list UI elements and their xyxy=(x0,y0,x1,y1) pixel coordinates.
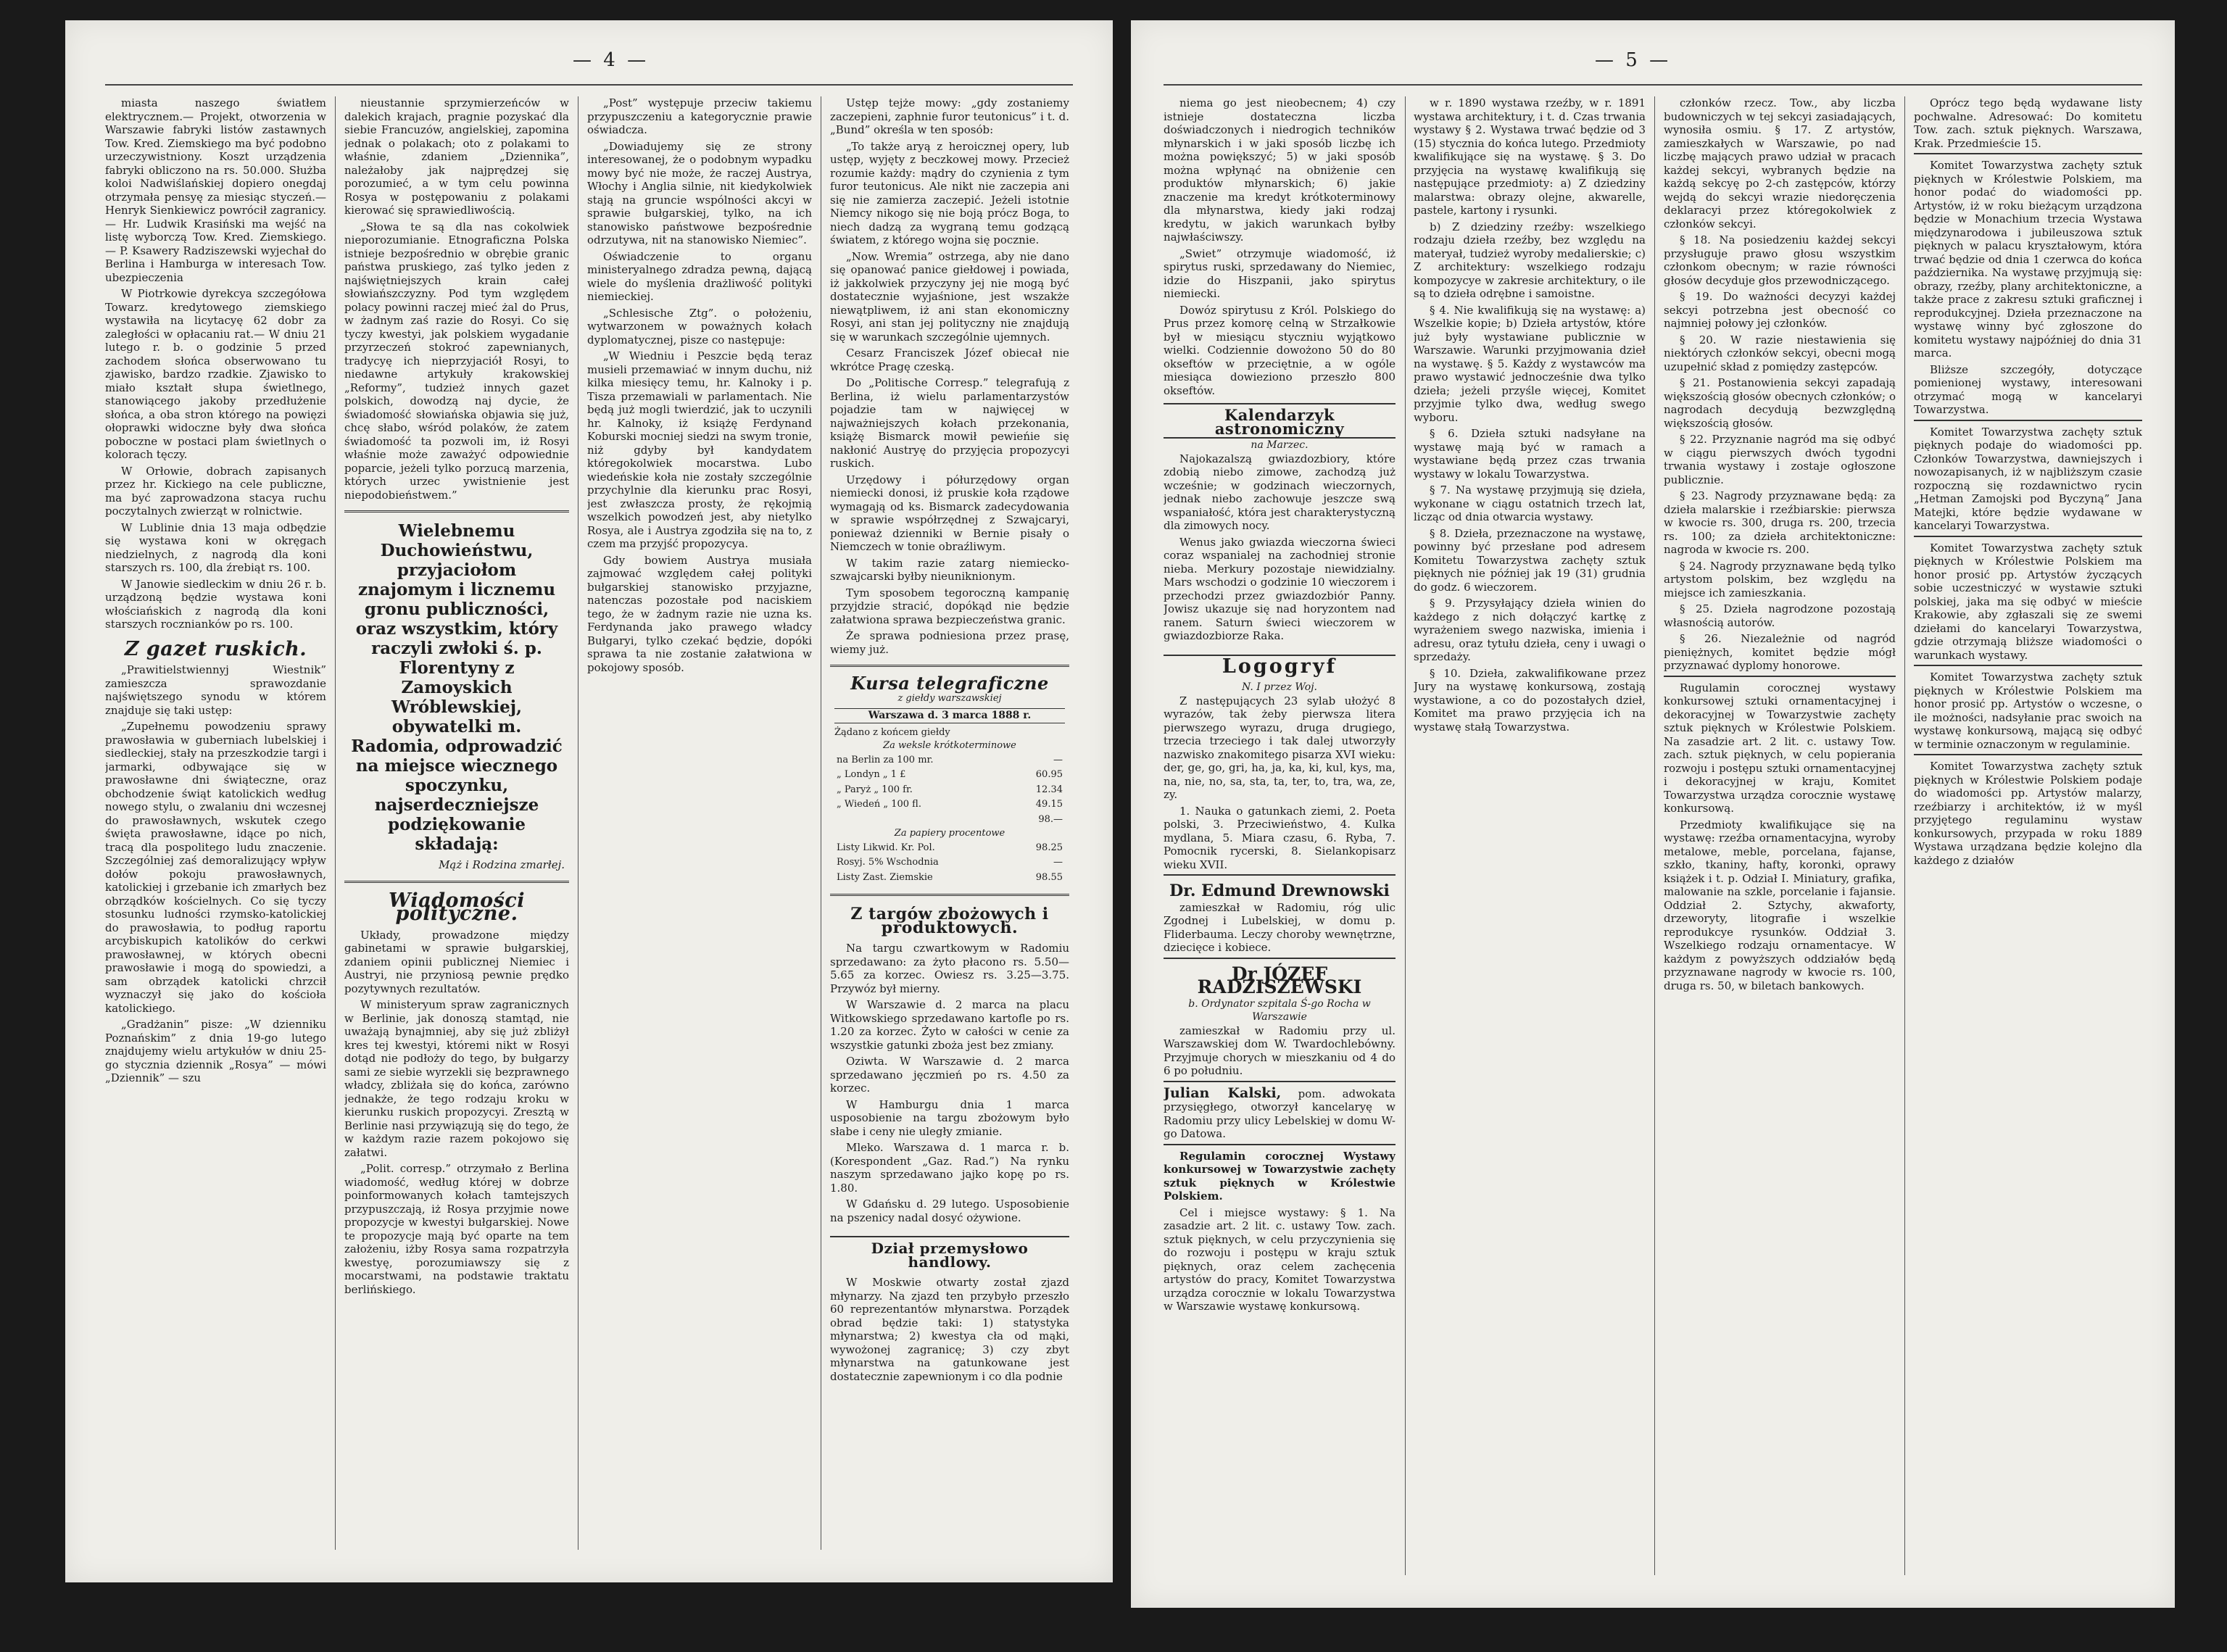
rate-label: „ Londyn „ 1 £ xyxy=(837,769,906,780)
table-row xyxy=(834,797,1065,813)
paragraph: Wenus jako gwiazda wieczorna świeci coraz wspanialej na zachodniej stronie nieba. Merkury pozostaje niewidzialny. Mars wschodzi o godzinie 10 wieczorem i przechodzi przez gwiazdozbiór Panny. Jowisz ukazuje się nad horyzontem nad ranem. Saturn świeci wieczorem w gwiazdozbiorze Raka. xyxy=(1164,535,1395,642)
section-title: Kalendarzyk astronomiczny xyxy=(1214,406,1345,438)
paragraph: Cesarz Franciszek Józef obiecał nie wkrótce Pragę czeską. xyxy=(830,346,1069,373)
column-divider xyxy=(335,96,336,1550)
newspaper-page-5 xyxy=(1131,20,2175,1608)
rate-value: 98.55 xyxy=(1035,871,1063,883)
paragraph: Przedmioty kwalifikujące się na wystawę: rzeźba ornamentacyjna, wyroby metalowe, meble, porcelana, fajanse, szkło, tkaniny, hafty, koronki, oprawy książek i t. p. Odział I. Miniatury, grafika, malowanie na szkle, porcelanie i fajansie. Oddział 2. Sztychy, akwaforty, drzeworyty, litografie i wszelkie reprodukcye rysunków. Oddział 3. Wszelkiego rodzaju ornamentacye. W każdym z powyższych oddziałów będą przyznawane nagrody w kwocie rs. 100, druga rs. 50, w biletach bankowych. xyxy=(1664,818,1896,992)
paragraph: Cel i miejsce wystawy: § 1. Na zasadzie art. 2 lit. c. ustawy Tow. zach. sztuk pięknych, w celu przyczynienia się do rozwoju i postępu w kraju sztuk pięknych, oraz celem zachęcenia artystów do pracy, Komitet Towarzystwa urządza corocznie w lokalu Towarzystwa w Warszawie wystawę konkursową. xyxy=(1164,1205,1395,1313)
paragraph: § 6. Dzieła sztuki nadsyłane na wystawę mają być w ramach a wystawiane będą przez czas trwania wystawy w lokalu Towarzystwa. xyxy=(1414,427,1646,481)
paragraph: § 26. Niezależnie od nagród pieniężnych, komitet będzie mógł przyznawać dyplomy honorowe. xyxy=(1664,632,1896,672)
paragraph: W Orłowie, dobrach zapisanych przez hr. Kickiego na cele publiczne, ma być zaprowadzona stacya ruchu poczytalnych zwierząt w rolnictwie. xyxy=(105,464,326,518)
paragraph: Urzędowy i półurzędowy organ niemiecki donosi, iż pruskie koła rządowe wymagają od ks. Bismarck zadecydowania w sprawie współrzędnej z Szwajcaryi, ponieważ dzienniki w Bernie pisały o Niemczech w tonie obraźliwym. xyxy=(830,473,1069,553)
rate-value: 98.— xyxy=(1038,813,1063,825)
advertisement xyxy=(1164,1081,1395,1141)
paragraph: § 10. Dzieła, zakwalifikowane przez Jury na wystawę konkursową, zostają wystawione, a co do pozostałych dzieł, Komitet ma prawo przyjęcia ich na wystawę stałą Towarzystwa. xyxy=(1414,666,1646,734)
rate-value: 98.25 xyxy=(1035,842,1063,853)
paragraph: członków rzecz. Tow., aby liczba budowniczych w tej sekcyi zasiadających, wynosiła osmiu. § 17. Z artystów, zamieszkałych w Warszawie, po nad liczbę mających prawo udział w pracach każdej sekcyi, wybranych będzie na każdą sekcyę po 2-ch zastępców, którzy wejdą do sekcyi wrazie niedoręczenia deklaracyi przez któregokolwiek z członków sekcyi. xyxy=(1664,96,1896,231)
paragraph: „Now. Wremia” ostrzega, aby nie dano się opanować panice giełdowej i powiada, iż jakkolwiek przyczyny jej nie mogą być dostatecznie wyjaśnione, jest wszakże niewątpliwem, iż ani stan ekonomiczny Rosyi, ani stan jej polityczny nie znajdują się w warunkach szczególnie ujemnych. xyxy=(830,249,1069,344)
paragraph: „To także aryą z heroicznej opery, lub ustęp, wyjęty z beczkowej mowy. Przecież rozumie każdy: mądry do czynienia z tym furor teutonicus. Ale nikt nie zaczepia ani się nie zamierza zaczepić. Jeżeli istotnie Niemcy nikogo się nie boją prócz Boga, to niech dadzą za wygraną temu godzącą światem, z którego wojna się pocznie. xyxy=(830,139,1069,246)
paragraph: Do „Politische Corresp.” telegrafują z Berlina, iż wielu parlamentarzystów pojadzie tam w najwięcej w najważniejszych kołach przekonania, książę Bismarck mowił pewieńie się nakłonić Austryę do przyjęcia propozycyi ruskich. xyxy=(830,376,1069,470)
paragraph: § 8. Dzieła, przeznaczone na wystawę, powinny być przesłane pod adresem Komitetu Towarzystwa zachęty sztuk pięknych nie później jak 19 (31) grudnia do godz. 6 wieczorem. xyxy=(1414,526,1646,594)
advertisement xyxy=(1164,874,1395,955)
paragraph: Oziwta. W Warszawie d. 2 marca sprzedawano jęczmień po rs. 4.50 za korzec. xyxy=(830,1055,1069,1095)
paragraph: Oprócz tego będą wydawane listy pochwalne. Adresować: Do komitetu Tow. zach. sztuk pięknych. Warszawa, Krak. Przedmieście 15. xyxy=(1914,96,2142,150)
table-row xyxy=(834,768,1065,783)
column-divider xyxy=(1654,96,1655,1575)
paragraph: Dowóz spirytusu z Król. Polskiego do Prus przez komorę celną w Strzałkowie był w miesiącu styczniu wyjątkowo wielki. Codziennie dowożono 50 do 80 okseftów w przeciętnie, a w ogóle miesiąca dowieziono przeszło 800 okseftów. xyxy=(1164,303,1395,397)
paragraph: „Swiet” otrzymuje wiadomość, iż spirytus ruski, sprzedawany do Niemiec, idzie do Hiszpanii, jako spirytus niemiecki. xyxy=(1164,246,1395,300)
paragraph: Układy, prowadzone między gabinetami w sprawie bułgarskiej, zdaniem opinii publicznej Niemiec i Austryi, nie przyniosą pewnie prędko pozytywnych rezultatów. xyxy=(344,928,569,995)
notice-signature: Mąż i Rodzina zmarłej. xyxy=(439,858,565,871)
rates-papers-header: Za papiery procentowe xyxy=(894,828,1005,839)
paragraph: niema go jest nieobecnem; 4) czy istnieje dostateczna liczba doświadczonych i niedrogich techników młynarskich i w jaki sposób liczbę ich można powiększyć; 5) w jaki sposób można wpłynąć na obniżenie cen produktów młynarskich; 6) jakie znaczenie ma kredyt krótkoterminowy dla młynarstwa, kiedy jaki rodzaj kredytu, w jakich warunkach byłby najwłaściwszy. xyxy=(1164,96,1395,244)
paragraph: „W Wiedniu i Peszcie będą teraz musieli przemawiać w innym duchu, niż kilka miesięcy temu, hr. Kalnoky i p. Tisza przemawiali w parlamentach. Nie będą już mogli twierdzić, jak to uczynili hr. Kalnoky, iż książę Ferdynand Koburski mocniej siedzi na swym tronie, niż gdyby był kandydatem któregokolwiek mocarstwa. Lubo wiedeńskie koła nie zostały szczególnie przychylnie dla kierunku prac Rosyi, jest zwłaszcza prosty, że rękojmią wszelkich powodzeń jest, aby nietylko Rosya, ale i Austrya zgodziła się na to, z czem ma przyjść propozycya. xyxy=(587,349,812,550)
paragraph: W Janowie siedleckim w dniu 26 r. b. urządzoną będzie wystawa koni włościańskich z nagrodą dla koni starszych rocznianków po rs. 100. xyxy=(105,577,326,631)
paragraph: 1. Nauka o gatunkach ziemi, 2. Poeta polski, 3. Przeciwieństwo, 4. Kulka mydlana, 5. Miara czasu, 6. Ryba, 7. Pomocnik rycerski, 8. Sielankopisarz wieku XVII. xyxy=(1164,804,1395,871)
table-row xyxy=(834,753,1065,768)
paragraph: W Warszawie d. 2 marca na placu Witkowskiego sprzedawano kartofle po rs. 1.20 za korzec. Żyto w całości w cenie za wszystkie gatunki zboża jest bez zmiany. xyxy=(830,998,1069,1052)
column-fade xyxy=(344,1521,569,1550)
paragraph: W Gdańsku d. 29 lutego. Usposobienie na pszenicy nadal dosyć ożywione. xyxy=(830,1198,1069,1224)
paragraph: Mleko. Warszawa d. 1 marca r. b. (Korespondent „Gaz. Rad.”) Na rynku naszym sprzedawano jajko kopę po rs. 1.80. xyxy=(830,1141,1069,1195)
paragraph: „Polit. corresp.” otrzymało z Berlina wiadomość, według której w dobrze poinformowanych kołach tamtejszych przypuszczają, iż Rosya przyjmie nowe propozycje w kwestyi bułgarskiej. Nowe te propozycje mają być oparte na tem założeniu, iżby Rosya sama rozpatrzyła kwestyę, porozumiawszy się z mocarstwami, na podstawie traktatu berlińskiego. xyxy=(344,1162,569,1296)
section-title: Z gazet ruskich. xyxy=(124,637,307,660)
column-4 xyxy=(830,96,1069,1550)
column-divider xyxy=(1405,96,1406,1575)
column-fade xyxy=(105,1521,326,1550)
paragraph: § 22. Przyznanie nagród ma się odbyć w ciągu pierwszych dwóch tygodni trwania wystawy i zostaje ogłoszone publicznie. xyxy=(1664,433,1896,486)
rate-label: Listy Zast. Ziemskie xyxy=(837,871,933,883)
news-paragraphs xyxy=(105,96,326,631)
rate-label: „ Wiedeń „ 100 fl. xyxy=(837,799,921,810)
paragraph: Że sprawa podniesiona przez prasę, wiemy już. xyxy=(830,629,1069,656)
paragraph: „Zupełnemu powodzeniu sprawy prawosławia w guberniach lubelskiej i siedleckiej, stały na przeszkodzie targi i jarmarki, odbywające się w prawosławne dni świąteczne, oraz obchodzenie świąt katolickich według nowego stylu, o zwalaniu dni wczesnej do prawosławnych, wskutek czego święta prawosławne, idące po nich, tracą dla pospolitego ludu znaczenie. Szczególniej zaś demoralizujący wpływ dołów pokoju prawosławnych, katolickiej i grzebanie ich zmarłych bez obrządków kościelnych. Co się tyczy stosunku ludności rzymsko-katolickiej do prawosławia, to podług raportu arcybiskupich katolików do cerkwi prawosławnej, w których obecni prawosławie i mogą do spowiedzi, a sam obrządek katolicki chrzcił wyznaczył się jako do kościoła katolickiego. xyxy=(105,720,326,1015)
paragraph: Komitet Towarzystwa zachęty sztuk pięknych w Królestwie Polskiem ma honor prosić pp. Artystów o wczesne, o ile możności, nadsyłanie prac swoich na wystawę konkursową, mającą się odbyć w terminie oznaczonym w regulaminie. xyxy=(1914,665,2142,751)
paragraph: Tym sposobem tegoroczną kampanię przyjdzie stracić, dopókąd nie będzie załatwiona sprawa bezpieczeństwa granic. xyxy=(830,586,1069,626)
paragraph: b) Z dziedziny rzeźby: wszelkiego rodzaju dzieła rzeźby, bez względu na materyał, tudzież wyroby medalierskie; c) Z architektury: wszelkiego rodzaju kompozycye w zakresie architektury, o ile są to dzieła odrębne i samoistne. xyxy=(1414,220,1646,300)
column-1 xyxy=(1164,96,1395,1575)
ad-name: Dr. Edmund Drewnowski xyxy=(1169,881,1390,900)
rates-date: Warszawa d. 3 marca 1888 r. xyxy=(834,708,1065,723)
column-3 xyxy=(587,96,812,1550)
table-row xyxy=(834,813,1065,828)
paragraph: § 25. Dzieła nagrodzone pozostają własnością autorów. xyxy=(1664,602,1896,629)
header-rule xyxy=(1164,84,2142,86)
paragraph: W Piotrkowie dyrekcya szczegółowa Towarz. kredytowego ziemskiego wystawiła na licytacyę 62 dobr za zaległości w opłacaniu rat.— W dniu 21 lutego r. b. o godzinie 5 przed zachodem słońca obserwowano tu zjawisko, bardzo rzadkie. Zjawisko to miało kształt słupa świetlnego, stanowiącego jakoby przedłużenie słońca, a oba stron którego na powięzi ołoprawki widoczne były dwa słońca poboczne w postaci plam świetlnych o kolorach tęczy. xyxy=(105,287,326,461)
paragraph: „Prawitielstwiennyj Wiestnik” zamieszcza sprawozdanie najświętszego synodu w którem znajduje się taki ustęp: xyxy=(105,663,326,717)
column-4 xyxy=(1914,96,2142,1575)
newspaper-page-4 xyxy=(65,20,1113,1582)
paragraph: § 19. Do ważności decyzyi każdej sekcyi potrzebna jest obecność co najmniej połowy jej członków. xyxy=(1664,290,1896,330)
paragraph: § 24. Nagrody przyznawane będą tylko artystom polskim, bez względu na miejsce ich zamieszkania. xyxy=(1664,559,1896,599)
section-title: Z targów zbożowych i produktowych. xyxy=(850,905,1049,937)
column-2 xyxy=(344,96,569,1550)
paragraph: nieustannie sprzymierzeńców w dalekich krajach, pragnie pozyskać dla siebie Francuzów, angielskiej, zapomina jednak o polakach; oto z polakami to właśnie, zdaniem „Dziennika”, należałoby jak najprędzej się porozumieć, a w tym celu powinna Rosya w postępowaniu z polakami kierować się sprawiedliwością. xyxy=(344,96,569,217)
rate-value: — xyxy=(1053,754,1063,765)
paragraph: Komitet Towarzystwa zachęty sztuk pięknych w Królestwie Polskiem podaje do wiadomości pp. Artystów malarzy, rzeźbiarzy i architektów, iż w myśl przyjętego regulaminu wystaw konkursowych, przypada w roku 1889 Wystawa urządzana będzie kolejno dla każdego z działów xyxy=(1914,754,2142,867)
header-rule xyxy=(105,84,1073,86)
rate-label: na Berlin za 100 mr. xyxy=(837,754,934,765)
paragraph: W takim razie zatarg niemiecko-szwajcarski byłby nieuniknionym. xyxy=(830,556,1069,583)
paragraph: § 7. Na wystawę przyjmują się dzieła, wykonane w ciągu ostatnich trzech lat, licząc od dnia otwarcia wystawy. xyxy=(1414,483,1646,523)
paragraph: § 9. Przysyłający dzieła winien do każdego z nich dołączyć kartkę z wyrażeniem swego nazwiska, imienia i adresu, oraz tytułu dzieła, ceny i uwagi o sprzedaży. xyxy=(1414,597,1646,663)
paragraph: w r. 1890 wystawa rzeźby, w r. 1891 wystawa architektury, i t. d. Czas trwania wystawy § 2. Wystawa trwać będzie od 3 (15) stycznia do końca lutego. Przedmioty kwalifikujące się na wystawę. § 3. Do przyjęcia na wystawę kwalifikują się następujące przedmioty: a) Z dziedziny malarstwa: obrazy olejne, akwarelle, pastele, kartony i rysunki. xyxy=(1414,96,1646,217)
paragraph: W Lublinie dnia 13 maja odbędzie się wystawa koni w okręgach niedzielnych, z nagrodą dla koni starszych rs. 100, dla źrebiąt rs. 100. xyxy=(105,520,326,574)
paragraph: W Moskwie otwarty został zjazd młynarzy. Na zjazd ten przybyło przeszło 60 reprezentantów młynarstwa. Porządek obrad będzie taki: 1) statystyka młynarstwa; 2) kwestya cła od mąki, wywożonej zagranicę; 3) czy zbyt młynarstwa na gatunkowane jest dostatecznie zapewnionym i co dla podnie xyxy=(830,1276,1069,1383)
paragraph: Komitet Towarzystwa zachęty sztuk pięknych podaje do wiadomości pp. Członków Towarzystwa, dawniejszych i nowozapisanych, iż w najbliższym czasie rozpoczną się rozdawnictwo rycin „Hetman Zamojski pod Byczyną” Jana Matejki, które będzie wydawane w kancelaryi Towarzystwa. xyxy=(1914,420,2142,533)
rate-value: 49.15 xyxy=(1035,799,1063,810)
paragraph: W ministeryum spraw zagranicznych w Berlinie, jak donoszą stamtąd, nie uważają bynajmniej, aby się już zbliżył kres tej kwestyi, któremi nikt w Rosyi dotąd nie podłoży do tego, by bułgarzy sami ze siebie wyrzekli się bezprawnego władcy, zbliżała się do końca, zarówno jednakże, że tego rodzaju kroku w kierunku ruskich propozycyi. Zresztą w Berlinie nasi przywiązują się do tego, że w każdym razie razem pokojowo się załatwi. xyxy=(344,998,569,1159)
section-title: Regulamin corocznej Wystawy konkursowej w Towarzystwie zachęty sztuk pięknych w Królestwie Polskiem. xyxy=(1164,1149,1395,1203)
ad-text: zamieszkał w Radomiu, róg ulic Zgodnej i Lubelskiej, w domu p. Fliderbauma. Leczy choroby wewnętrzne, dziecięce i kobiece. xyxy=(1164,900,1395,954)
paragraph: Komitet Towarzystwa zachęty sztuk pięknych w Królestwie Polskiem ma honor prosić pp. Artystów życzących sobie uczestniczyć w wystawie sztuki polskiej, jaka ma się odbyć w mieście Krakowie, aby zgłaszali się ze swemi dziełami do kancelaryi Towarzystwa, gdzie otrzymają bliższe wiadomości o warunkach wystawy. xyxy=(1914,536,2142,663)
column-divider xyxy=(1904,96,1905,1575)
rate-label xyxy=(834,813,1011,828)
paragraph: § 21. Postanowienia sekcyi zapadają większością głosów obecnych członków; o nagrodach decydują bezwzględną większością głosów. xyxy=(1664,376,1896,430)
column-fade xyxy=(587,1521,812,1550)
column-fade xyxy=(830,1521,1069,1550)
section-title: Dział przemysłowo handlowy. xyxy=(830,1236,1069,1269)
paragraph: Komitet Towarzystwa zachęty sztuk pięknych w Królestwie Polskiem, ma honor podać do wiadomości pp. Artystów, iż w roku bieżącym urządzona będzie w Monachium trzecia Wystawa międzynarodowa i jubileuszowa sztuk pięknych w palacu kryształowym, która trwać będzie od dnia 1 czerwca do końca października. Na wystawę przyjmują się: obrazy, rzeźby, plany architektoniczne, a także prace z zakresu sztuki graficznej i reprodukcyjnej. Dzieła przeznaczone na wystawę winny być zgłoszone do komitetu wystawy najpóźniej do dnia 31 marca. xyxy=(1914,153,2142,360)
exchange-rates-box xyxy=(830,665,1069,896)
column-3 xyxy=(1664,96,1896,1575)
section-subtitle: na Marzec. xyxy=(1251,439,1309,451)
paragraph: Rugulamin corocznej wystawy konkursowej sztuki ornamentacyjnej i dekoracyjnej w Towarzystwie zachęty sztuk pięknych w Królestwie Polskiem. Na zasadzie art. 2 lit. c. ustawy Tow. zach. sztuk pięknych, w celu popierania rozwoju i postępu sztuki ornamentacyjnej i dekoracyjnej w kraju, Komitet Towarzystwa urządza corocznie wystawę konkursową. xyxy=(1664,676,1896,815)
table-row xyxy=(834,855,1065,871)
rates-table-bills xyxy=(834,753,1065,828)
paragraph: Z następujących 23 sylab ułożyć 8 wyrazów, tak żeby pierwsza litera pierwszego wyrazu, druga drugiego, trzecia trzeciego i tak dalej utworzyły nazwisko znakomitego pisarza XVI wieku: der, ge, go, gri, ha, ja, ka, ki, kul, kys, ma, na, nie, no, sa, sta, ta, ter, to, tra, wa, ze, zy. xyxy=(1164,694,1395,801)
column-fade xyxy=(1914,1546,2142,1575)
rate-label: „ Paryż „ 100 fr. xyxy=(837,784,913,795)
ad-text: pom. adwokata przysięgłego, otworzył kancelaryę w Radomiu przy ulicy Lebelskiej w domu W-go Datowa. xyxy=(1164,1087,1395,1140)
ad-text: zamieszkał w Radomiu przy ul. Warszawskiej dom W. Twardochlebówny. Przyjmuje chorych w mieszkaniu od 4 do 6 po południu. xyxy=(1164,1024,1395,1077)
rate-label: Rosyj. 5% Wschodnia xyxy=(837,857,939,868)
paragraph: „Słowa te są dla nas cokolwiek nieporozumianie. Etnograficzna Polska istnieje bezpośrednio w obrębie granic państwa pruskiego, zaś tylko jeden z najświętniejszych krain całej słowiańszczyzny. Pod tym względem polacy powinni raczej mieć żal do Prus, w żadnym zaś razie do Rosyi. Co się tyczy kwestyi, jak polskiem wygadanie przyrzeczeń stokroć zapewnianych, tradycyę ich nieprzyjaciół Rosyi, to niedawne artykuły krakowskiej „Reformy”, tudzież innych gazet polskich, dowodzą naj dycie, że świadomość słowiańska objawia się już, chcę słabo, wśród polaków, że zatem świadomość ta pozwoli im, iż Rosyi właśnie może zaważyć odpowiednie poparcie, jeżeli tylko porzucą marzenia, których urzec ywistnienie jest niepodobieństwem.” xyxy=(344,220,569,502)
paragraph: Na targu czwartkowym w Radomiu sprzedawano: za żyto płacono rs. 5.50—5.65 za korzec. Owiesz rs. 3.25—3.75. Przywóz był mierny. xyxy=(830,942,1069,995)
paragraph: W Hamburgu dnia 1 marca usposobienie na targu zbożowym było słabe i ceny nie uległy zmianie. xyxy=(830,1097,1069,1138)
ad-name: Julian Kalski, xyxy=(1164,1084,1282,1101)
rates-title: Kursa telegraficzne xyxy=(850,673,1049,694)
table-row xyxy=(834,871,1065,886)
column-fade xyxy=(1664,1546,1896,1575)
section-title: Wiadomości polityczne. xyxy=(389,889,525,925)
column-2 xyxy=(1414,96,1646,1575)
paragraph: § 4. Nie kwalifikują się na wystawę: a) Wszelkie kopie; b) Dzieła artystów, które już były wystawiane publicznie w Warszawie. Warunki przyjmowania dzieł na wystawę. § 5. Każdy z wystawców ma prawo wystawić jednocześnie dwa tylko dzieła; jeżeli przyśle więcej, Komitet przyjmie tylko dwa, według swego wyboru. xyxy=(1414,303,1646,424)
rate-label: Listy Likwid. Kr. Pol. xyxy=(837,842,935,853)
paragraph: § 18. Na posiedzeniu każdej sekcyi przysługuje prawo głosu wszystkim członkom obecnym; w razie równości głosów decyduje głos przewodniczącego. xyxy=(1664,233,1896,287)
rates-note: Żądano z końcem giełdy xyxy=(834,726,950,738)
advertisement xyxy=(1164,958,1395,1078)
table-row xyxy=(834,783,1065,798)
paragraph: § 20. W razie niestawienia się niektórych członków sekcyi, obecni mogą uzupełnić skład z pomiędzy zastępców. xyxy=(1664,333,1896,373)
paragraph: miasta naszego światłem elektrycznem.— Projekt, otworzenia w Warszawie fabryki listów zastawnych Tow. Kred. Ziemskiego ma być podobno urzeczywistniony. Koszt urządzenia fabryki obliczono na rs. 50.000. Służba koloi Nadwiślańskiej dopiero onegdaj otrzymała pensyę za miesiąc styczeń.— Henryk Sienkiewicz powrócił zagranicy.— Hr. Ludwik Krasiński ma wejść na listę wyborczą Tow. Kred. Ziemskiego.— P. Ksawery Radziszewski wyjechał do Berlina i Hamburga w interesach Tow. ubezpieczenia xyxy=(105,96,326,284)
column-fade xyxy=(1414,1546,1646,1575)
paragraph: Ustęp tejże mowy: „gdy zostaniemy zaczepieni, zaphnie furor teutonicus” i t. d. „Bund” określa w ten sposób: xyxy=(830,96,1069,136)
paragraph: Najokazalszą gwiazdozbiory, które zdobią niebo zimowe, zachodzą już wcześnie; w godzinach wieczornych, jednak niebo zachowuje jeszcze swą wspaniałość, która jest charakterystyczną dla zimowych nocy. xyxy=(1164,452,1395,532)
rate-value: — xyxy=(1053,857,1063,868)
paragraph: Gdy bowiem Austrya musiała zajmować względem całej polityki bułgarskiej stanowisko przyjazne, natenczas pozostałe pod naciskiem tego, że w żadnym razie nie uzna ks. Ferdynanda jako prawego władcy Bułgaryi, tylko czekać będzie, dopóki sprawa ta nie zostanie załatwiona w pokojowy sposób. xyxy=(587,553,812,674)
paragraph: „Schlesische Ztg”. o położeniu, wytwarzonem w poważnych kołach dyplomatycznej, pisze co następuje: xyxy=(587,306,812,346)
column-1 xyxy=(105,96,326,1550)
ad-subtitle: b. Ordynator szpitala Ś-go Rocha w Warszawie xyxy=(1188,997,1371,1023)
paragraph: Oświadczenie to organu ministeryalnego zdradza pewną, dającą wiele do myślenia drażliwość polityki niemieckiej. xyxy=(587,249,812,303)
notice-text: Wielebnemu Duchowieństwu, przyjaciołom znajomym i licznemu gronu publiczności, oraz wszystkim, który raczyli zwłoki ś. p. Florentyny z Zamoyskich Wróblewskiej, obywatelki m. Radomia, odprowadzić na miejsce wiecznego spoczynku, najserdeczniejsze podziękowanie składają: xyxy=(351,521,563,854)
rates-table-papers xyxy=(834,841,1065,886)
column-fade xyxy=(1164,1546,1395,1575)
section-author: N. I przez Woj. xyxy=(1241,681,1318,693)
paragraph: § 23. Nagrody przyznawane będą: za dzieła malarskie i rzeźbiarskie: pierwsza w kwocie rs. 300, druga rs. 200, trzecia rs. 100; za dzieła architektoniczne: nagroda w kwocie rs. 200. xyxy=(1664,489,1896,556)
section-title: Logogryf xyxy=(1164,655,1395,674)
obituary-thanks-notice xyxy=(344,510,569,883)
table-row xyxy=(834,841,1065,856)
paragraph: „Dowiadujemy się ze strony interesowanej, że o podobnym wypadku mowy być nie może, że raczej Austrya, Włochy i Anglia silnie, nit kiedykolwiek stają na gruncie wspólności akcyi w sprawie bułgarskiej, tylko, na ich stanowisko państwowe bezpośrednie odrzutywa, nit na stanowisko Niemiec”. xyxy=(587,139,812,246)
page-number: — 5 — xyxy=(1595,49,1672,71)
paragraph: „Post” występuje przeciw takiemu przypuszczeniu a kategorycznie prawie oświadcza. xyxy=(587,96,812,136)
rates-bills-header: Za weksle krótkoterminowe xyxy=(883,740,1016,751)
paragraph: „Gradżanin” pisze: „W dzienniku Poznańskim” z dnia 19-go lutego znajdujemy wielu artykułów w dniu 25-go stycznia dziennik „Rosya” — mówi „Dziennik” — szu xyxy=(105,1018,326,1084)
ad-name: Dr JÓZEF RADZISZEWSKI xyxy=(1197,963,1362,997)
rate-value: 12.34 xyxy=(1035,784,1063,795)
rates-subtitle: z giełdy warszawskiej xyxy=(897,692,1002,704)
rate-value: 60.95 xyxy=(1035,769,1063,780)
paragraph: Bliższe szczegóły, dotyczące pomienionej wystawy, interesowani otrzymać mogą w kancelaryi Towarzystwa. xyxy=(1914,362,2142,416)
page-number: — 4 — xyxy=(573,49,650,71)
